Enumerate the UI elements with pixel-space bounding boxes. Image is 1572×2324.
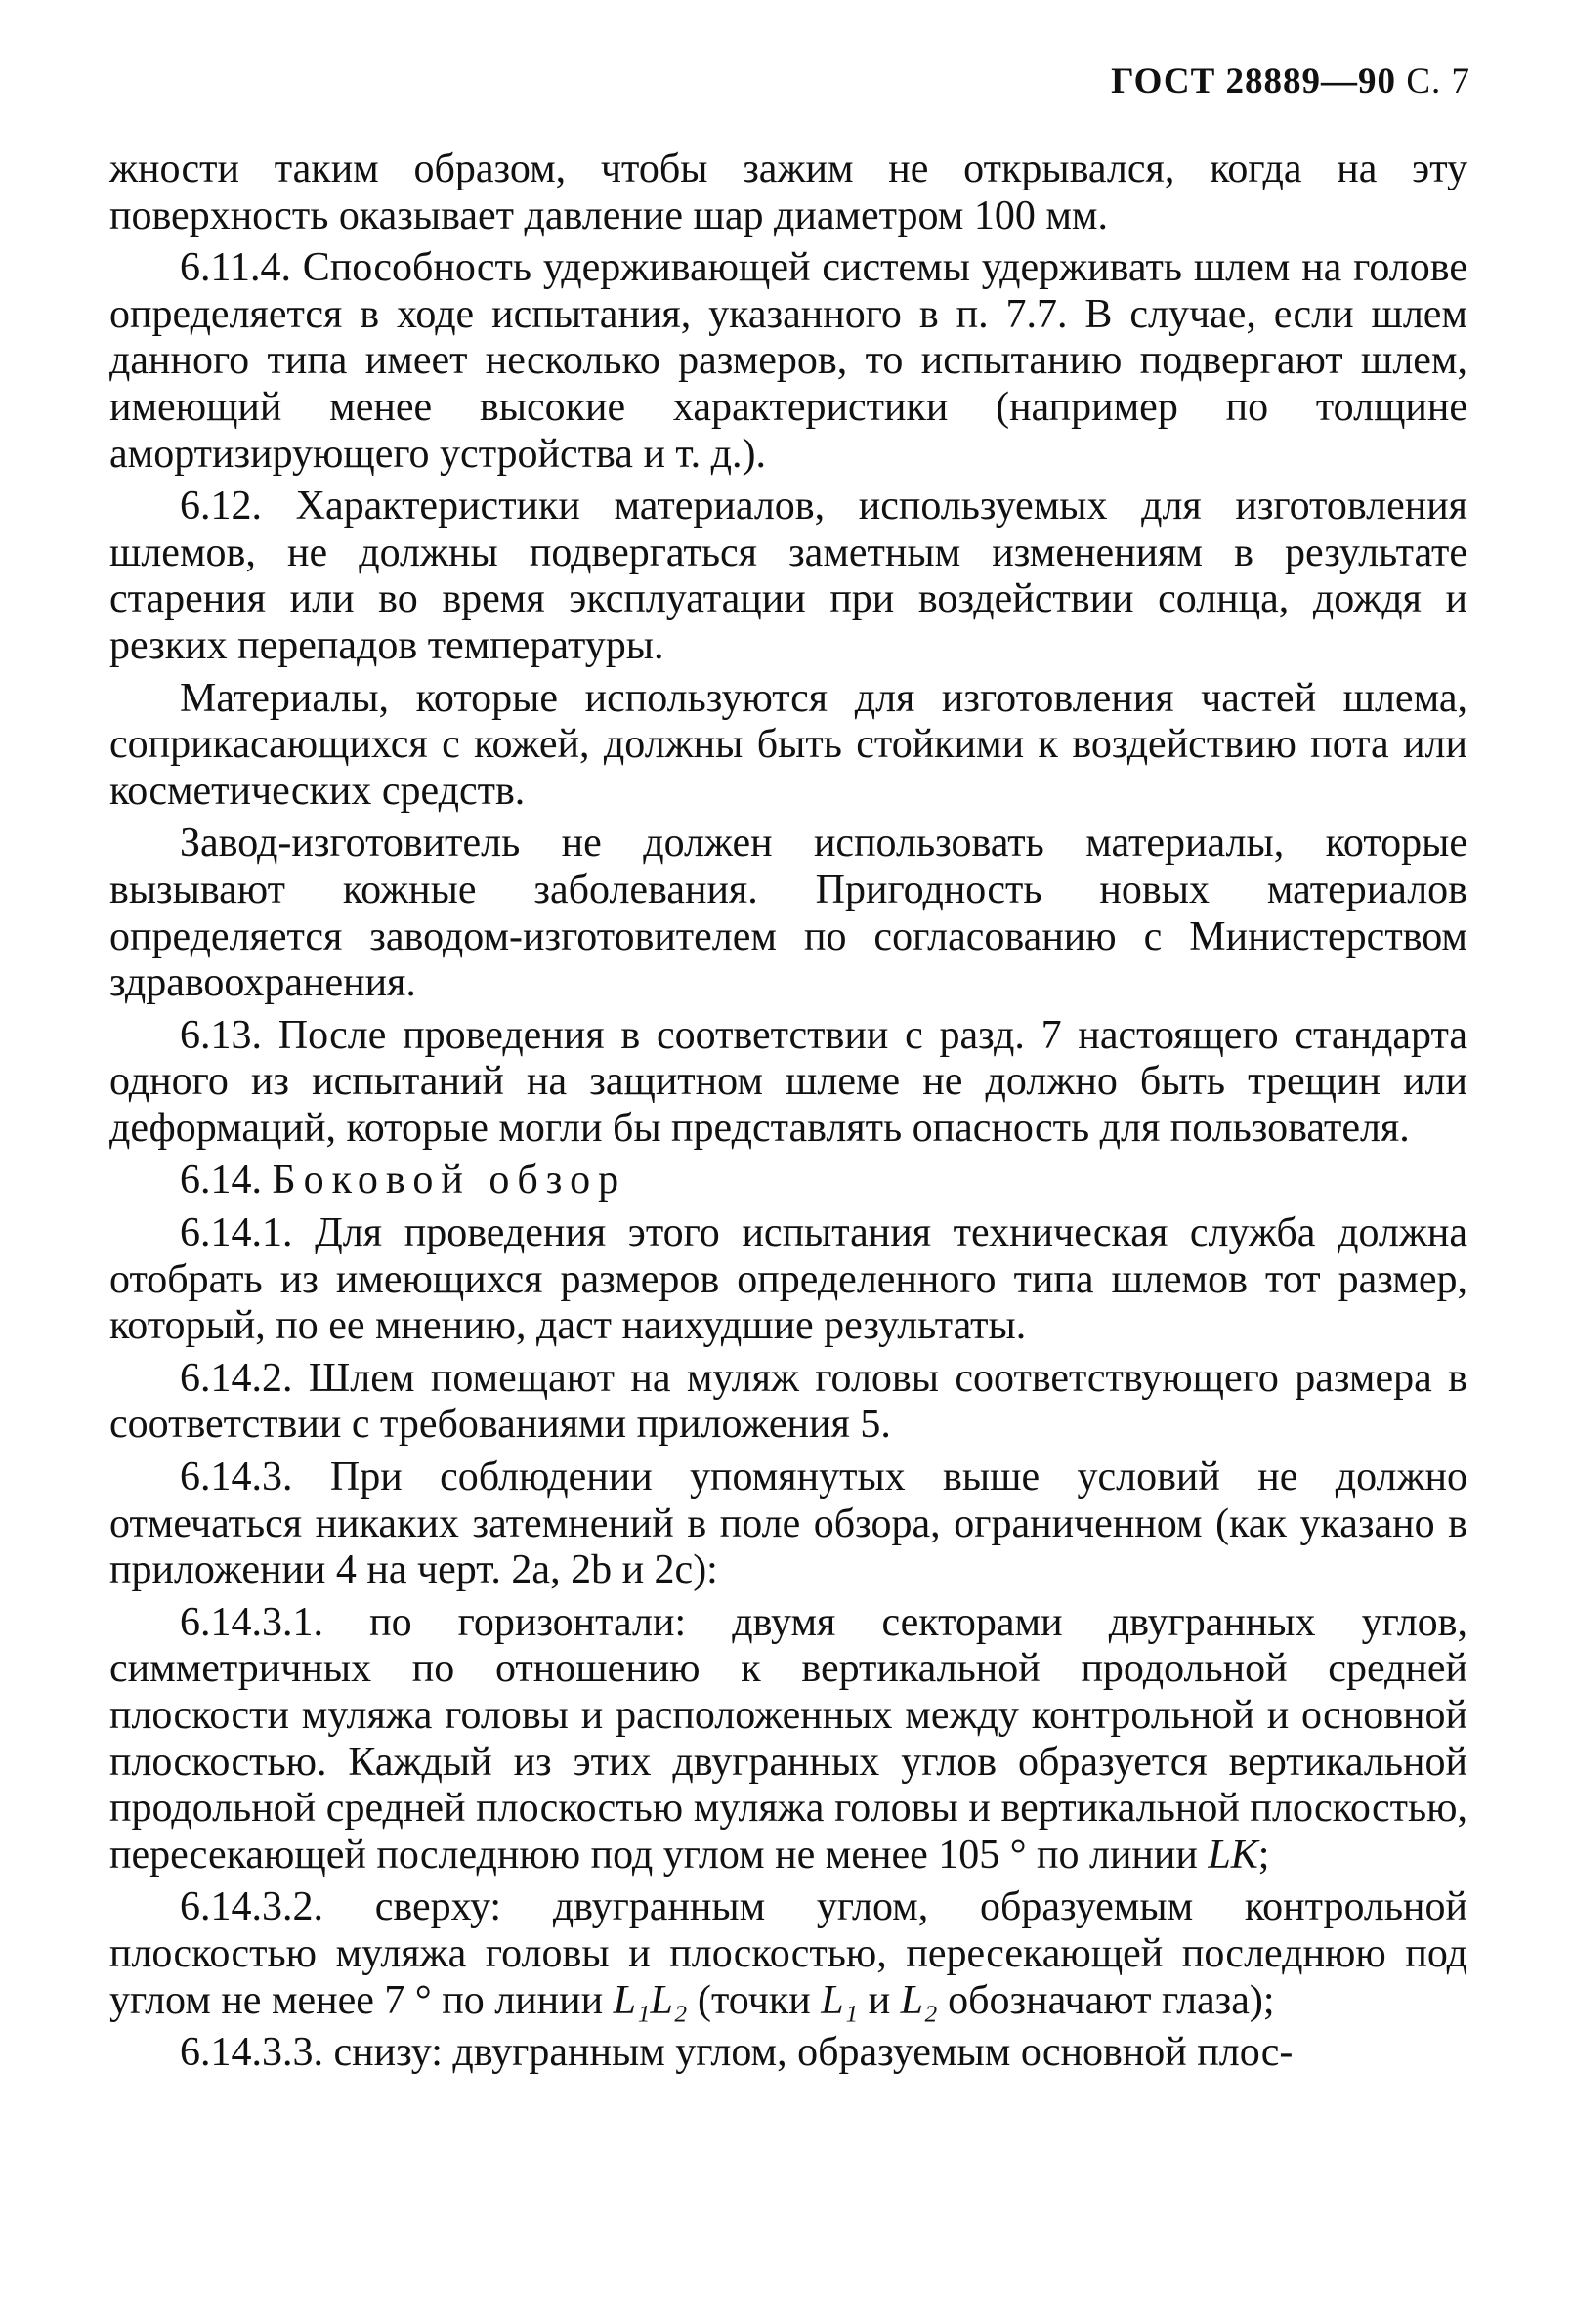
line-label: LK xyxy=(1208,1832,1258,1878)
paragraph-6-13: 6.13. После проведения в соответствии с разд. 7 настоящего стандарта одного из испытаний на защитном шлеме не должно быть трещин или деформаций, которые могли бы представлять опасность для пользователя. xyxy=(109,1012,1467,1151)
paragraph-text: 6.14.3.2. сверху: двугранным углом, образуемым контрольной плоскостью муляжа головы и плоскостью, пересекающей последнюю под углом не менее 7 ° по линии xyxy=(109,1884,1467,2023)
paragraph-materials: Материалы, которые используются для изготовления частей шлема, соприкасающихся с кожей, должны быть стойкими к воздействию пота или косметических средств. xyxy=(109,675,1467,814)
point-label: L₂ xyxy=(900,1977,938,2023)
section-title: Боковой обзор xyxy=(272,1158,627,1204)
paragraph-6-14-3-1 xyxy=(109,1600,1467,1880)
conjunction: и xyxy=(868,1977,891,2023)
standard-number: ГОСТ 28889—90 xyxy=(1111,62,1397,102)
body-text xyxy=(109,147,1467,2083)
paragraph-6-14-3-3: 6.14.3.3. снизу: двугранным углом, образуемым основной плос- xyxy=(180,2030,1294,2076)
page-header xyxy=(1111,61,1470,103)
paragraph-continued: жности таким образом, чтобы зажим не открывался, когда на эту поверхность оказывает давление шар диаметром 100 мм. xyxy=(109,147,1467,238)
paragraph-text: 6.14.3.1. по горизонтали: двумя секторами двугранных углов, симметричных по отношению к вертикальной продольной средней плоскости муляжа головы и расположенных между контрольной и основной плоскостью. Каждый из этих двугранных углов образуется вертикальной продольной средней плоскостью муляжа головы и вертикальной плоскостью, пересекающей последнюю под углом не менее 105 ° по линии xyxy=(109,1599,1467,1878)
paragraph-6-14-3: 6.14.3. При соблюдении упомянутых выше условий не должно отмечаться никаких затемнений в поле обзора, ограниченном (как указано в приложении 4 на черт. 2а, 2b и 2с): xyxy=(109,1455,1467,1593)
section-heading-6-14 xyxy=(109,1158,1467,1204)
paragraph-6-14-2: 6.14.2. Шлем помещают на муляж головы соответствующего размера в соответствии с требованиями приложения 5. xyxy=(109,1355,1467,1448)
paragraph-manufacturer: Завод-изготовитель не должен использовать материалы, которые вызывают кожные заболевания. Пригодность новых материалов определяется заводом-изготовителем по согласованию с Министерством здравоохранения. xyxy=(109,821,1467,1006)
paragraph-6-12: 6.12. Характеристики материалов, используемых для изготовления шлемов, не должны подвергаться заметным изменениям в результате старения или во время эксплуатации при воздействии солнца, дождя и резких перепадов температуры. xyxy=(109,484,1467,668)
paragraph-end: ; xyxy=(1257,1832,1270,1878)
paragraph-6-11-4: 6.11.4. Способность удерживающей системы удерживать шлем на голове определяется в ходе испытания, указанного в п. 7.7. В случае, если шлем данного типа имеет несколько размеров, то испытанию подвергают шлем, имеющий менее высокие характеристики (например по толщине амортизирующего устройства и т. д.). xyxy=(109,245,1467,477)
section-number: 6.14. xyxy=(180,1158,262,1204)
paragraph-end: обозначают глаза); xyxy=(948,1977,1275,2023)
paragraph-6-14-3-2 xyxy=(109,1884,1467,2024)
point-label: L₁ xyxy=(821,1977,859,2023)
paragraph-text-mid: (точки xyxy=(698,1977,811,2023)
line-label: L₁L₂ xyxy=(613,1977,688,2023)
paragraph-6-14-1: 6.14.1. Для проведения этого испытания техническая служба должна отобрать из имеющихся размеров определенного типа шлемов тот размер, который, по ее мнению, даст наихудшие результаты. xyxy=(109,1210,1467,1349)
page-number: С. 7 xyxy=(1406,62,1470,102)
